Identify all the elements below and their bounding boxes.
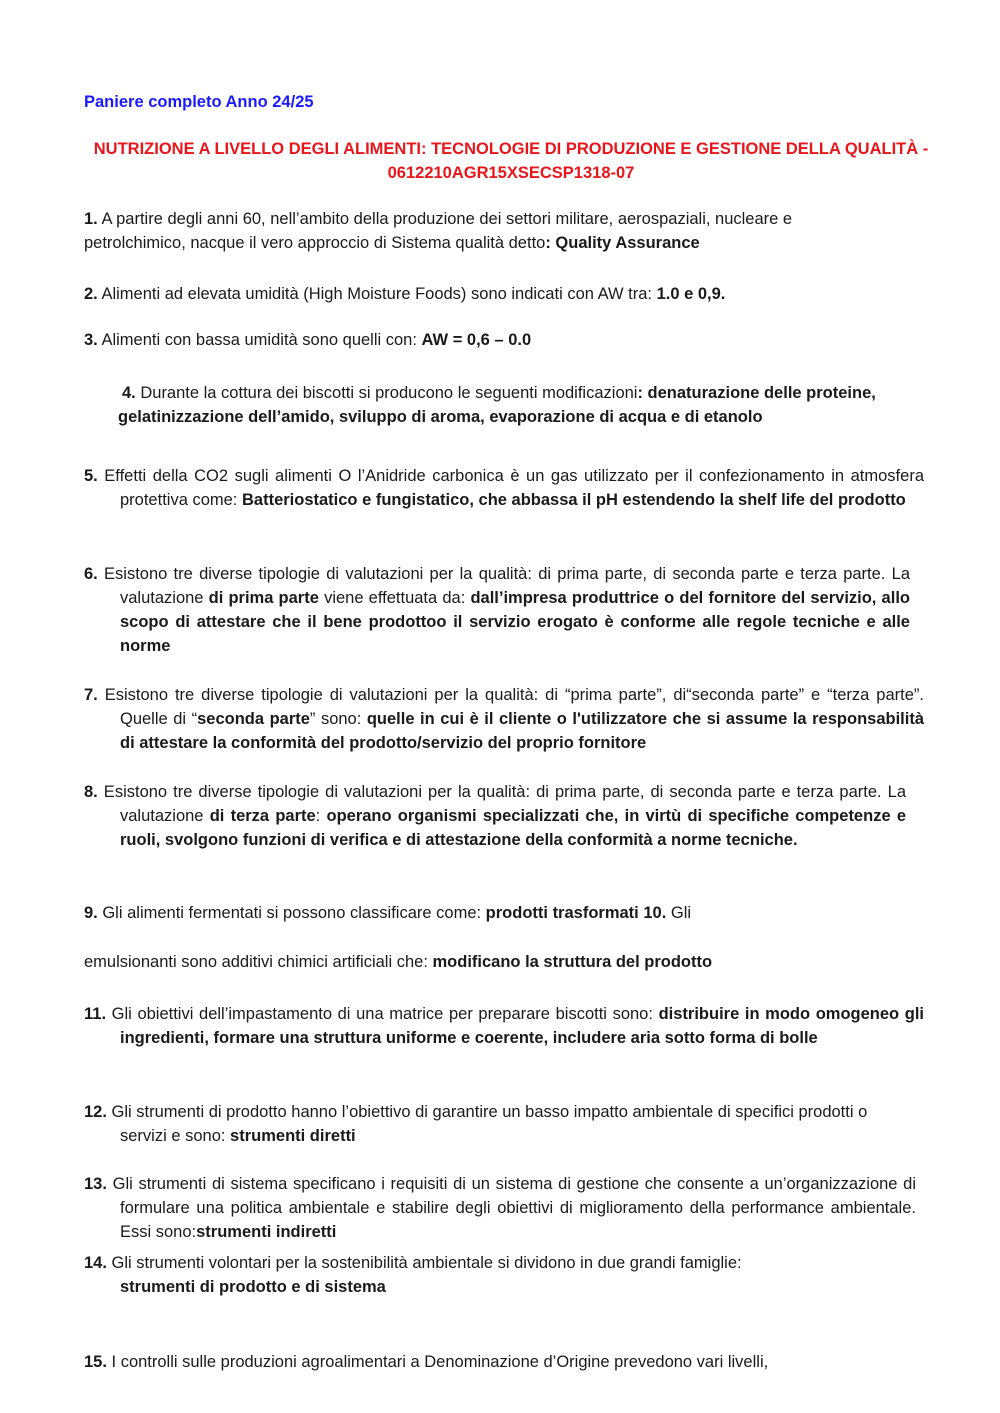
question-number: 11. [84,1005,107,1023]
question-7 [84,683,924,755]
question-emphasis: seconda parte [197,710,310,728]
document-header: Paniere completo Anno 24/25 [84,93,314,111]
question-emphasis: di terza parte [209,807,316,825]
course-title-line1: NUTRIZIONE A LIVELLO DEGLI ALIMENTI: TECNOLOGIE DI PRODUZIONE E GESTIONE DELLA QUALITÀ - [93,140,929,158]
question-12 [84,1100,899,1148]
question-14 [84,1251,944,1299]
question-number: 12. [84,1103,107,1121]
question-text: Alimenti ad elevata umidità (High Moisture Foods) sono indicati con AW tra: [97,285,657,303]
question-9 [84,901,944,925]
question-number-10: 10. [638,904,667,922]
question-number: 3. [84,331,98,349]
question-text-continued: : [315,807,327,825]
question-5 [84,464,924,512]
question-11 [84,1002,924,1050]
question-emphasis: di prima parte [208,589,319,607]
question-answer: Batteriostatico e fungistatico, che abbassa il pH estendendo la shelf life del prodotto [241,491,906,509]
question-text: emulsionanti sono additivi chimici artificiali che: [84,953,433,971]
question-number: 15. [84,1353,107,1371]
question-10 [84,950,944,974]
question-text: Gli strumenti volontari per la sostenibilità ambientale si dividono in due grandi famiglie: [106,1254,742,1272]
question-number: 9. [84,904,98,922]
question-10-text-start: Gli [666,904,692,922]
question-answer: quelle in cui è il cliente o l'utilizzatore che si assume la responsabilità di attestare la conformità del prodotto/servizio del proprio fornitore [120,710,925,752]
question-text: Esistono tre diverse tipologie di valutazioni per la qualità: di prima parte, di seconda parte e terza parte. La valutazione [97,783,906,825]
question-text: Gli alimenti fermentati si possono classificare come: [97,904,486,922]
question-number: 2. [84,285,98,303]
question-text: Gli strumenti di sistema specificano i requisiti di un sistema di gestione che consente a un’organizzazione di formulare una politica ambientale e stabilire degli obiettivi di miglioramento della performance ambientale. Essi sono: [106,1175,916,1241]
question-text: Durante la cottura dei biscotti si producono le seguenti modificazioni [135,384,638,402]
question-text: Gli strumenti di prodotto hanno l’obiettivo di garantire un basso impatto ambientale di specifici prodotti o servizi e sono: [106,1103,868,1145]
question-number: 8. [84,783,98,801]
question-answer: prodotti trasformati [485,904,639,922]
question-number: 4. [122,384,136,402]
question-text: Esistono tre diverse tipologie di valutazioni per la qualità: di prima parte, di seconda parte e terza parte. La valutazione [97,565,910,607]
question-4 [118,381,888,429]
question-number: 6. [84,565,98,583]
question-answer: strumenti di prodotto e di sistema [120,1278,386,1296]
question-text: Esistono tre diverse tipologie di valutazioni per la qualità: di “prima parte”, di“seconda parte” e “terza parte”. Quelle di “ [97,686,924,728]
question-answer: modificano la struttura del prodotto [432,953,713,971]
question-answer: AW = 0,6 – 0.0 [421,331,532,349]
question-3 [84,328,944,352]
question-answer: dall’impresa produttrice o del fornitore del servizio, allo scopo di attestare che il bene prodottoo il servizio erogato è conforme alle regole tecniche e alle norme [120,589,910,655]
question-text: A partire degli anni 60, nell’ambito della produzione dei settori militare, aerospaziali, nucleare e petrolchimico, nacque il vero approccio di Sistema qualità detto [84,210,793,252]
question-number: 5. [84,467,98,485]
question-number: 7. [84,686,98,704]
question-text: Gli obiettivi dell’impastamento di una matrice per preparare biscotti sono: [106,1005,659,1023]
course-title-line2: 0612210AGR15XSECSP1318-07 [387,164,635,182]
question-15 [84,1350,944,1374]
question-answer: strumenti diretti [230,1127,356,1145]
course-title [84,137,938,185]
question-answer: strumenti indiretti [196,1223,337,1241]
question-answer: distribuire in modo omogeneo gli ingredienti, formare una struttura uniforme e coerente, includere aria sotto forma di bolle [120,1005,924,1047]
question-text: Effetti della CO2 sugli alimenti O l’Anidride carbonica è un gas utilizzato per il confezionamento in atmosfera protettiva come: [97,467,924,509]
question-answer: : denaturazione delle proteine, gelatinizzazione dell’amido, sviluppo di aroma, evaporazione di acqua e di etanolo [118,384,876,426]
question-number: 1. [84,210,98,228]
question-2 [84,282,944,306]
question-text: Alimenti con bassa umidità sono quelli con: [97,331,422,349]
question-answer: 1.0 e 0,9. [656,285,726,303]
question-answer: : Quality Assurance [545,234,700,252]
question-number: 14. [84,1254,107,1272]
question-6 [84,562,910,658]
question-text-continued: ” sono: [309,710,367,728]
question-answer: operano organismi specializzati che, in virtù di specifiche competenze e ruoli, svolgono funzioni di verifica e di attestazione della conformità a norme tecniche. [120,807,907,849]
question-8 [84,780,906,852]
question-1 [84,207,884,255]
question-13 [84,1172,916,1244]
question-text-continued: viene effettuata da: [318,589,471,607]
question-text: I controlli sulle produzioni agroalimentari a Denominazione d’Origine prevedono vari livelli, [106,1353,769,1371]
question-number: 13. [84,1175,107,1193]
